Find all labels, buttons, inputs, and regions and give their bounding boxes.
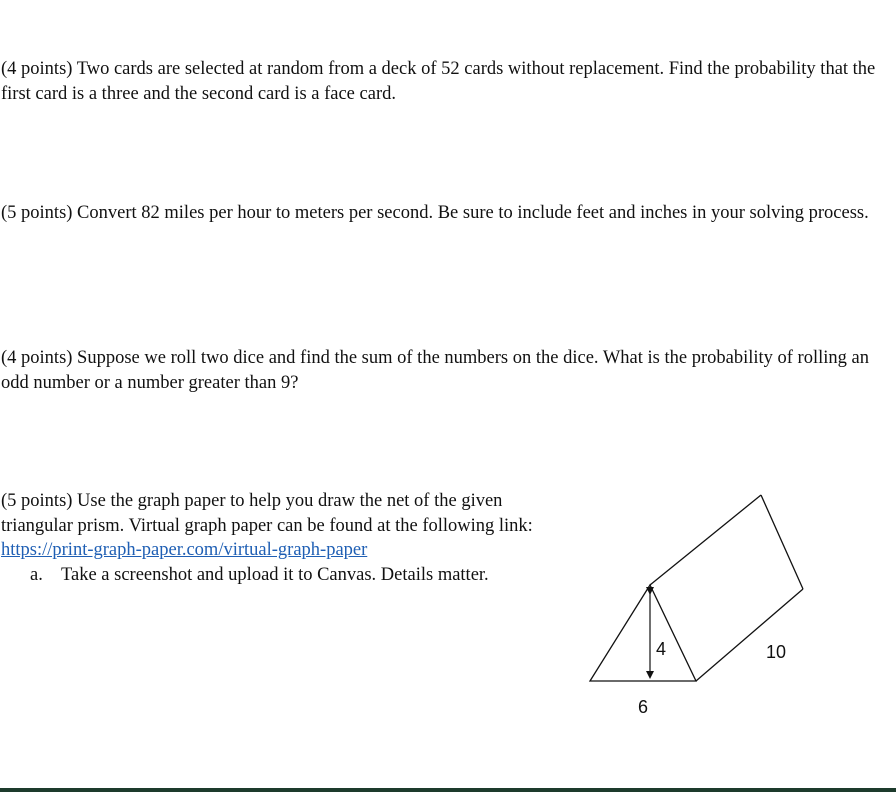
height-label: 4 — [656, 639, 667, 659]
question-4-text: (5 points) Use the graph paper to help you draw the net of the given triangular prism. Virtual graph paper can be found at the following link: — [1, 491, 533, 536]
subitem-text: Take a screenshot and upload it to Canvas. Details matter. — [61, 564, 489, 585]
question-3-text: (4 points) Suppose we roll two dice and find the sum of the numbers on the dice. What is the probability of rolling an odd number or a number greater than 9? — [1, 348, 869, 393]
subitem-marker: a. — [30, 564, 43, 585]
prism-top-edge — [650, 495, 761, 585]
length-label: 10 — [766, 642, 787, 662]
prism-front-triangle — [590, 585, 696, 681]
question-3 — [1, 346, 881, 395]
question-2-text: (5 points) Convert 82 miles per hour to meters per second. Be sure to include feet and inches in your solving process. — [1, 203, 869, 223]
prism-bottom-edge — [696, 589, 803, 681]
question-4 — [1, 489, 561, 587]
question-1 — [1, 57, 881, 106]
bottom-border — [0, 788, 896, 792]
question-2 — [1, 201, 881, 226]
triangular-prism-figure — [580, 485, 820, 725]
base-label: 6 — [638, 697, 649, 717]
prism-back-edge — [761, 495, 803, 589]
question-4-subitem — [30, 563, 561, 588]
graph-paper-link[interactable]: https://print-graph-paper.com/virtual-graph-paper — [1, 540, 368, 560]
question-1-text: (4 points) Two cards are selected at random from a deck of 52 cards without replacement. Find the probability that the first card is a three and the second card is a face card. — [1, 59, 876, 104]
